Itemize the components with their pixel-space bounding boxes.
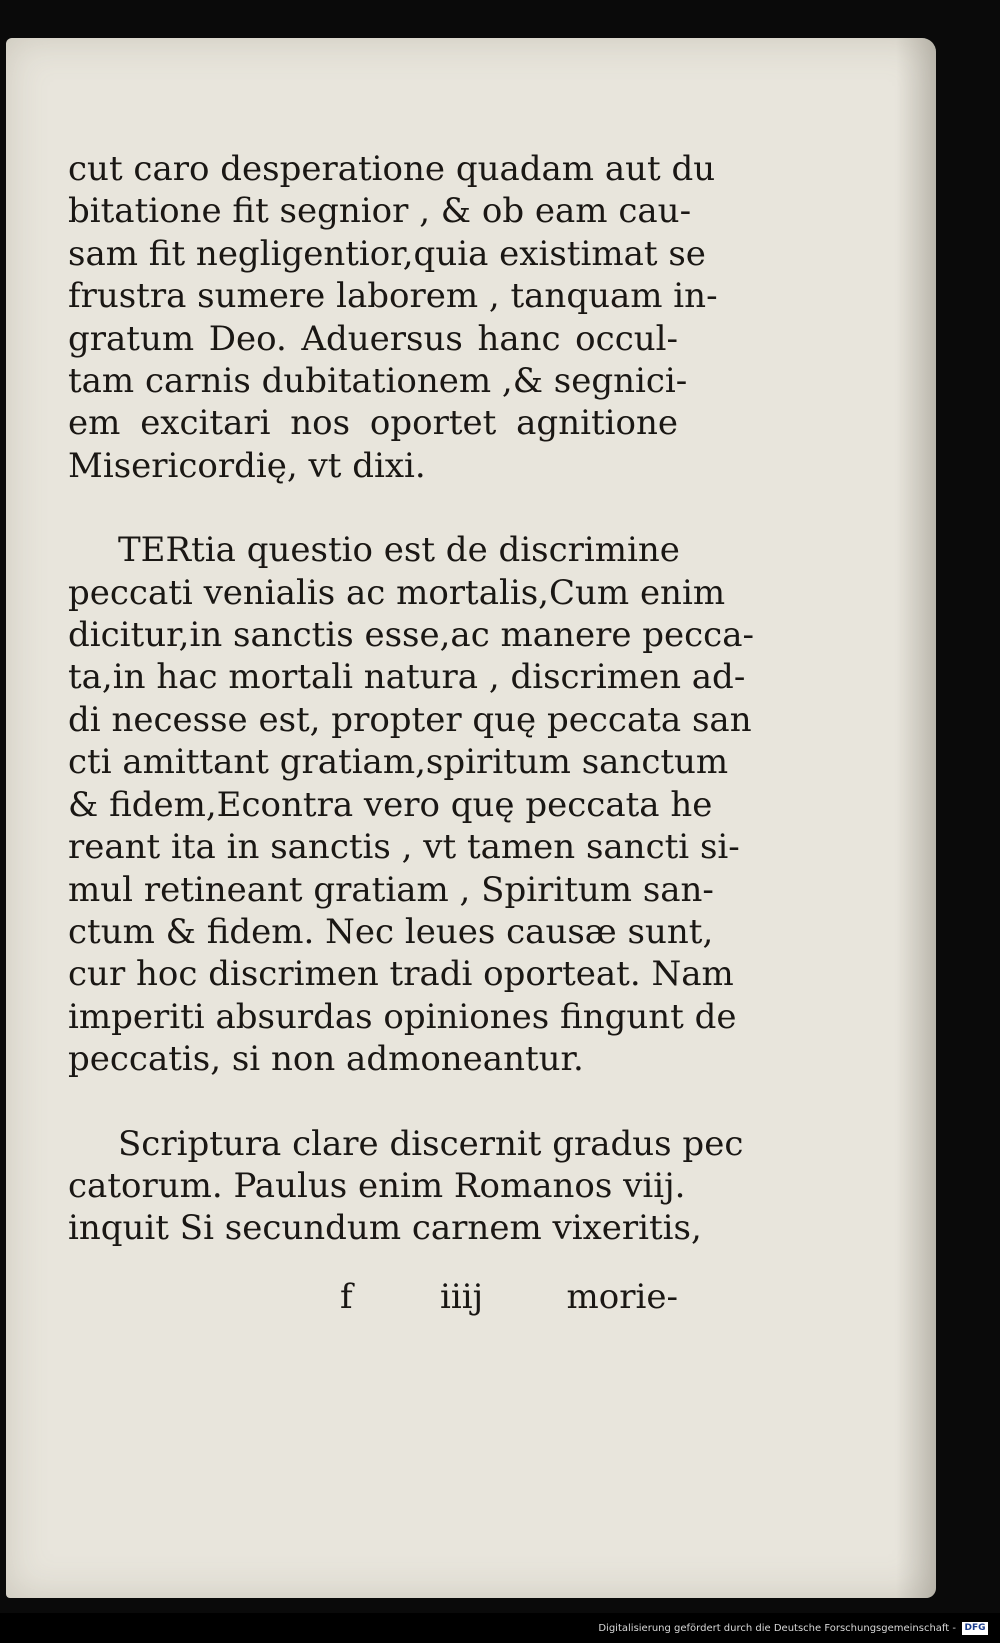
- signature-number: iiij: [440, 1277, 484, 1317]
- signature-mark: f: [340, 1277, 353, 1317]
- footer-bar: [0, 1613, 1000, 1643]
- text-line: em excitari nos oportet agnitione: [68, 403, 678, 444]
- text-line: ctum & fidem. Nec leues causæ sunt,: [68, 911, 714, 952]
- text-line: catorum. Paulus enim Romanos viij.: [68, 1165, 686, 1206]
- paragraph-gap: [68, 1081, 678, 1123]
- text-line: inquit Si secundum carnem vixeritis,: [68, 1208, 702, 1249]
- text-line: ta,in hac mortali natura , discrimen ad-: [68, 657, 746, 698]
- catchword: morie-: [566, 1277, 678, 1317]
- text-line: sam fit negligentior,quia existimat se: [68, 233, 706, 274]
- text-line: imperiti absurdas opiniones fingunt de: [68, 996, 737, 1037]
- text-line: TERtia questio est de discrimine: [118, 530, 680, 571]
- text-line: peccati venialis ac mortalis,Cum enim: [68, 572, 726, 613]
- paragraph-gap: [68, 487, 678, 529]
- text-line: peccatis, si non admoneantur.: [68, 1039, 584, 1080]
- page-text: [68, 148, 754, 1250]
- signature-line: [68, 1277, 678, 1319]
- text-line: tam carnis dubitationem ,& segnici-: [68, 361, 688, 402]
- funding-credit: Digitalisierung gefördert durch die Deutsche Forschungsgemeinschaft -: [598, 1623, 956, 1634]
- text-line: Scriptura clare discernit gradus pec: [118, 1123, 744, 1164]
- text-line: mul retineant gratiam , Spiritum san-: [68, 869, 714, 910]
- text-line: frustra sumere laborem , tanquam in-: [68, 276, 718, 317]
- book-page: [6, 38, 936, 1598]
- text-line: cut caro desperatione quadam aut du: [68, 149, 716, 189]
- text-line: cur hoc discrimen tradi oporteat. Nam: [68, 954, 734, 995]
- text-line: gratum Deo. Aduersus hanc occul-: [68, 318, 678, 359]
- dfg-logo-icon: DFG: [962, 1622, 988, 1635]
- text-line: bitatione fit segnior , & ob eam cau-: [68, 191, 692, 232]
- text-line: reant ita in sanctis , vt tamen sancti si-: [68, 827, 740, 868]
- text-line: di necesse est, propter quę peccata san: [68, 699, 752, 740]
- text-line: & fidem,Econtra vero quę peccata he: [68, 784, 713, 825]
- text-line: Misericordię, vt dixi.: [68, 445, 426, 486]
- text-line: cti amittant gratiam,spiritum sanctum: [68, 742, 729, 783]
- text-line: dicitur,in sanctis esse,ac manere pecca-: [68, 615, 754, 656]
